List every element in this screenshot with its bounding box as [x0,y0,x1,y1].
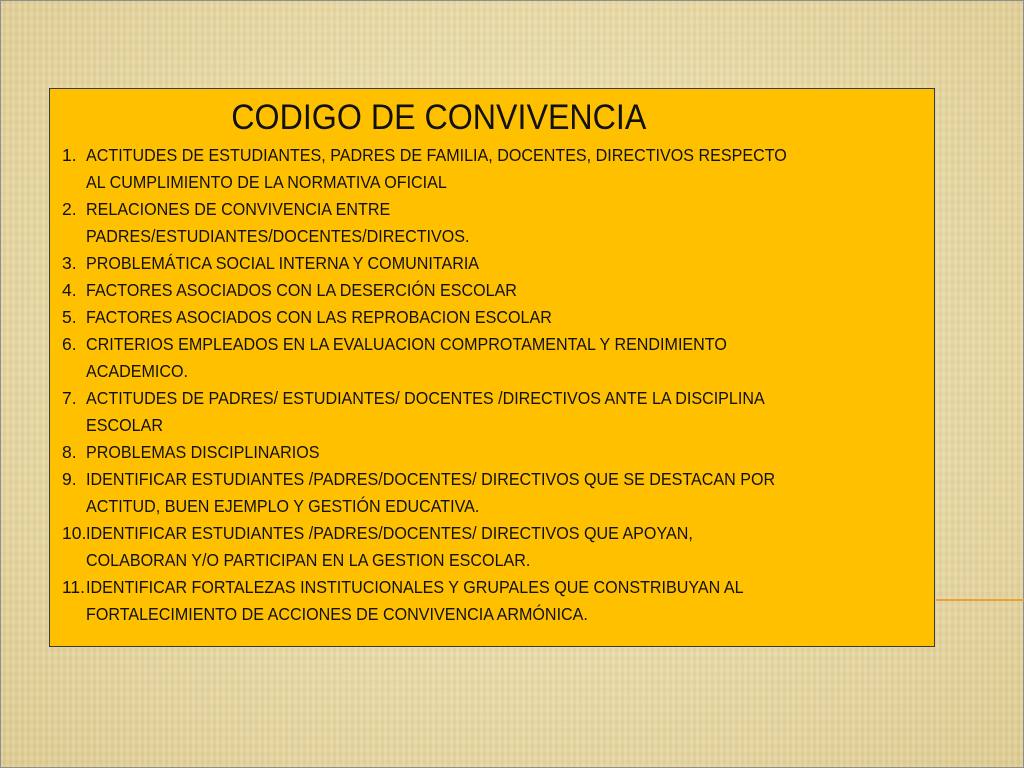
item-text: IDENTIFICAR ESTUDIANTES /PADRES/DOCENTES/ DIRECTIVOS QUE SE DESTACAN POR ACTITUD, BUEN EJEMPLO Y GESTIÓN EDUCATIVA. [86,469,776,516]
item-number: 6. [62,334,77,354]
list-item [62,142,918,196]
list-item [62,304,918,331]
list-item [62,385,918,439]
item-number: 1. [62,145,77,165]
item-number: 5. [62,307,77,327]
item-number: 11. [62,577,86,597]
list-item [62,277,918,304]
item-text: FACTORES ASOCIADOS CON LA DESERCIÓN ESCOLAR [86,280,517,300]
item-number: 4. [62,280,77,300]
item-number: 10. [62,523,87,543]
item-number: 3. [62,253,77,273]
accent-line [936,599,1024,601]
list-item [62,331,918,385]
list-item [62,439,918,466]
list-item [62,250,918,277]
item-number: 8. [62,442,77,462]
item-text: PROBLEMÁTICA SOCIAL INTERNA Y COMUNITARIA [86,253,480,273]
item-text: IDENTIFICAR ESTUDIANTES /PADRES/DOCENTES/ DIRECTIVOS QUE APOYAN, COLABORAN Y/O PARTICIPAN EN LA GESTION ESCOLAR. [86,523,693,570]
item-number: 2. [62,199,77,219]
list-item [62,466,918,520]
list-item [62,520,918,574]
list-item [62,574,918,628]
content-box [49,88,935,647]
item-text: CRITERIOS EMPLEADOS EN LA EVALUACION COMPROTAMENTAL Y RENDIMIENTO ACADEMICO. [86,334,727,381]
item-text: ACTITUDES DE PADRES/ ESTUDIANTES/ DOCENTES /DIRECTIVOS ANTE LA DISCIPLINA ESCOLAR [86,388,765,435]
list-item [62,196,918,250]
item-text: ACTITUDES DE ESTUDIANTES, PADRES DE FAMILIA, DOCENTES, DIRECTIVOS RESPECTO AL CUMPLIMIENTO DE LA NORMATIVA OFICIAL [86,145,787,192]
slide-title: CODIGO DE CONVIVENCIA [231,98,647,137]
item-text: FACTORES ASOCIADOS CON LAS REPROBACION ESCOLAR [86,307,552,327]
item-text: RELACIONES DE CONVIVENCIA ENTRE PADRES/ESTUDIANTES/DOCENTES/DIRECTIVOS. [86,199,470,246]
item-number: 7. [62,388,77,408]
item-text: PROBLEMAS DISCIPLINARIOS [86,442,320,462]
item-list [62,142,918,628]
item-number: 9. [62,469,77,489]
item-text: IDENTIFICAR FORTALEZAS INSTITUCIONALES Y GRUPALES QUE CONSTRIBUYAN AL FORTALECIMIENTO DE ACCIONES DE CONVIVENCIA ARMÓNICA. [86,577,744,624]
